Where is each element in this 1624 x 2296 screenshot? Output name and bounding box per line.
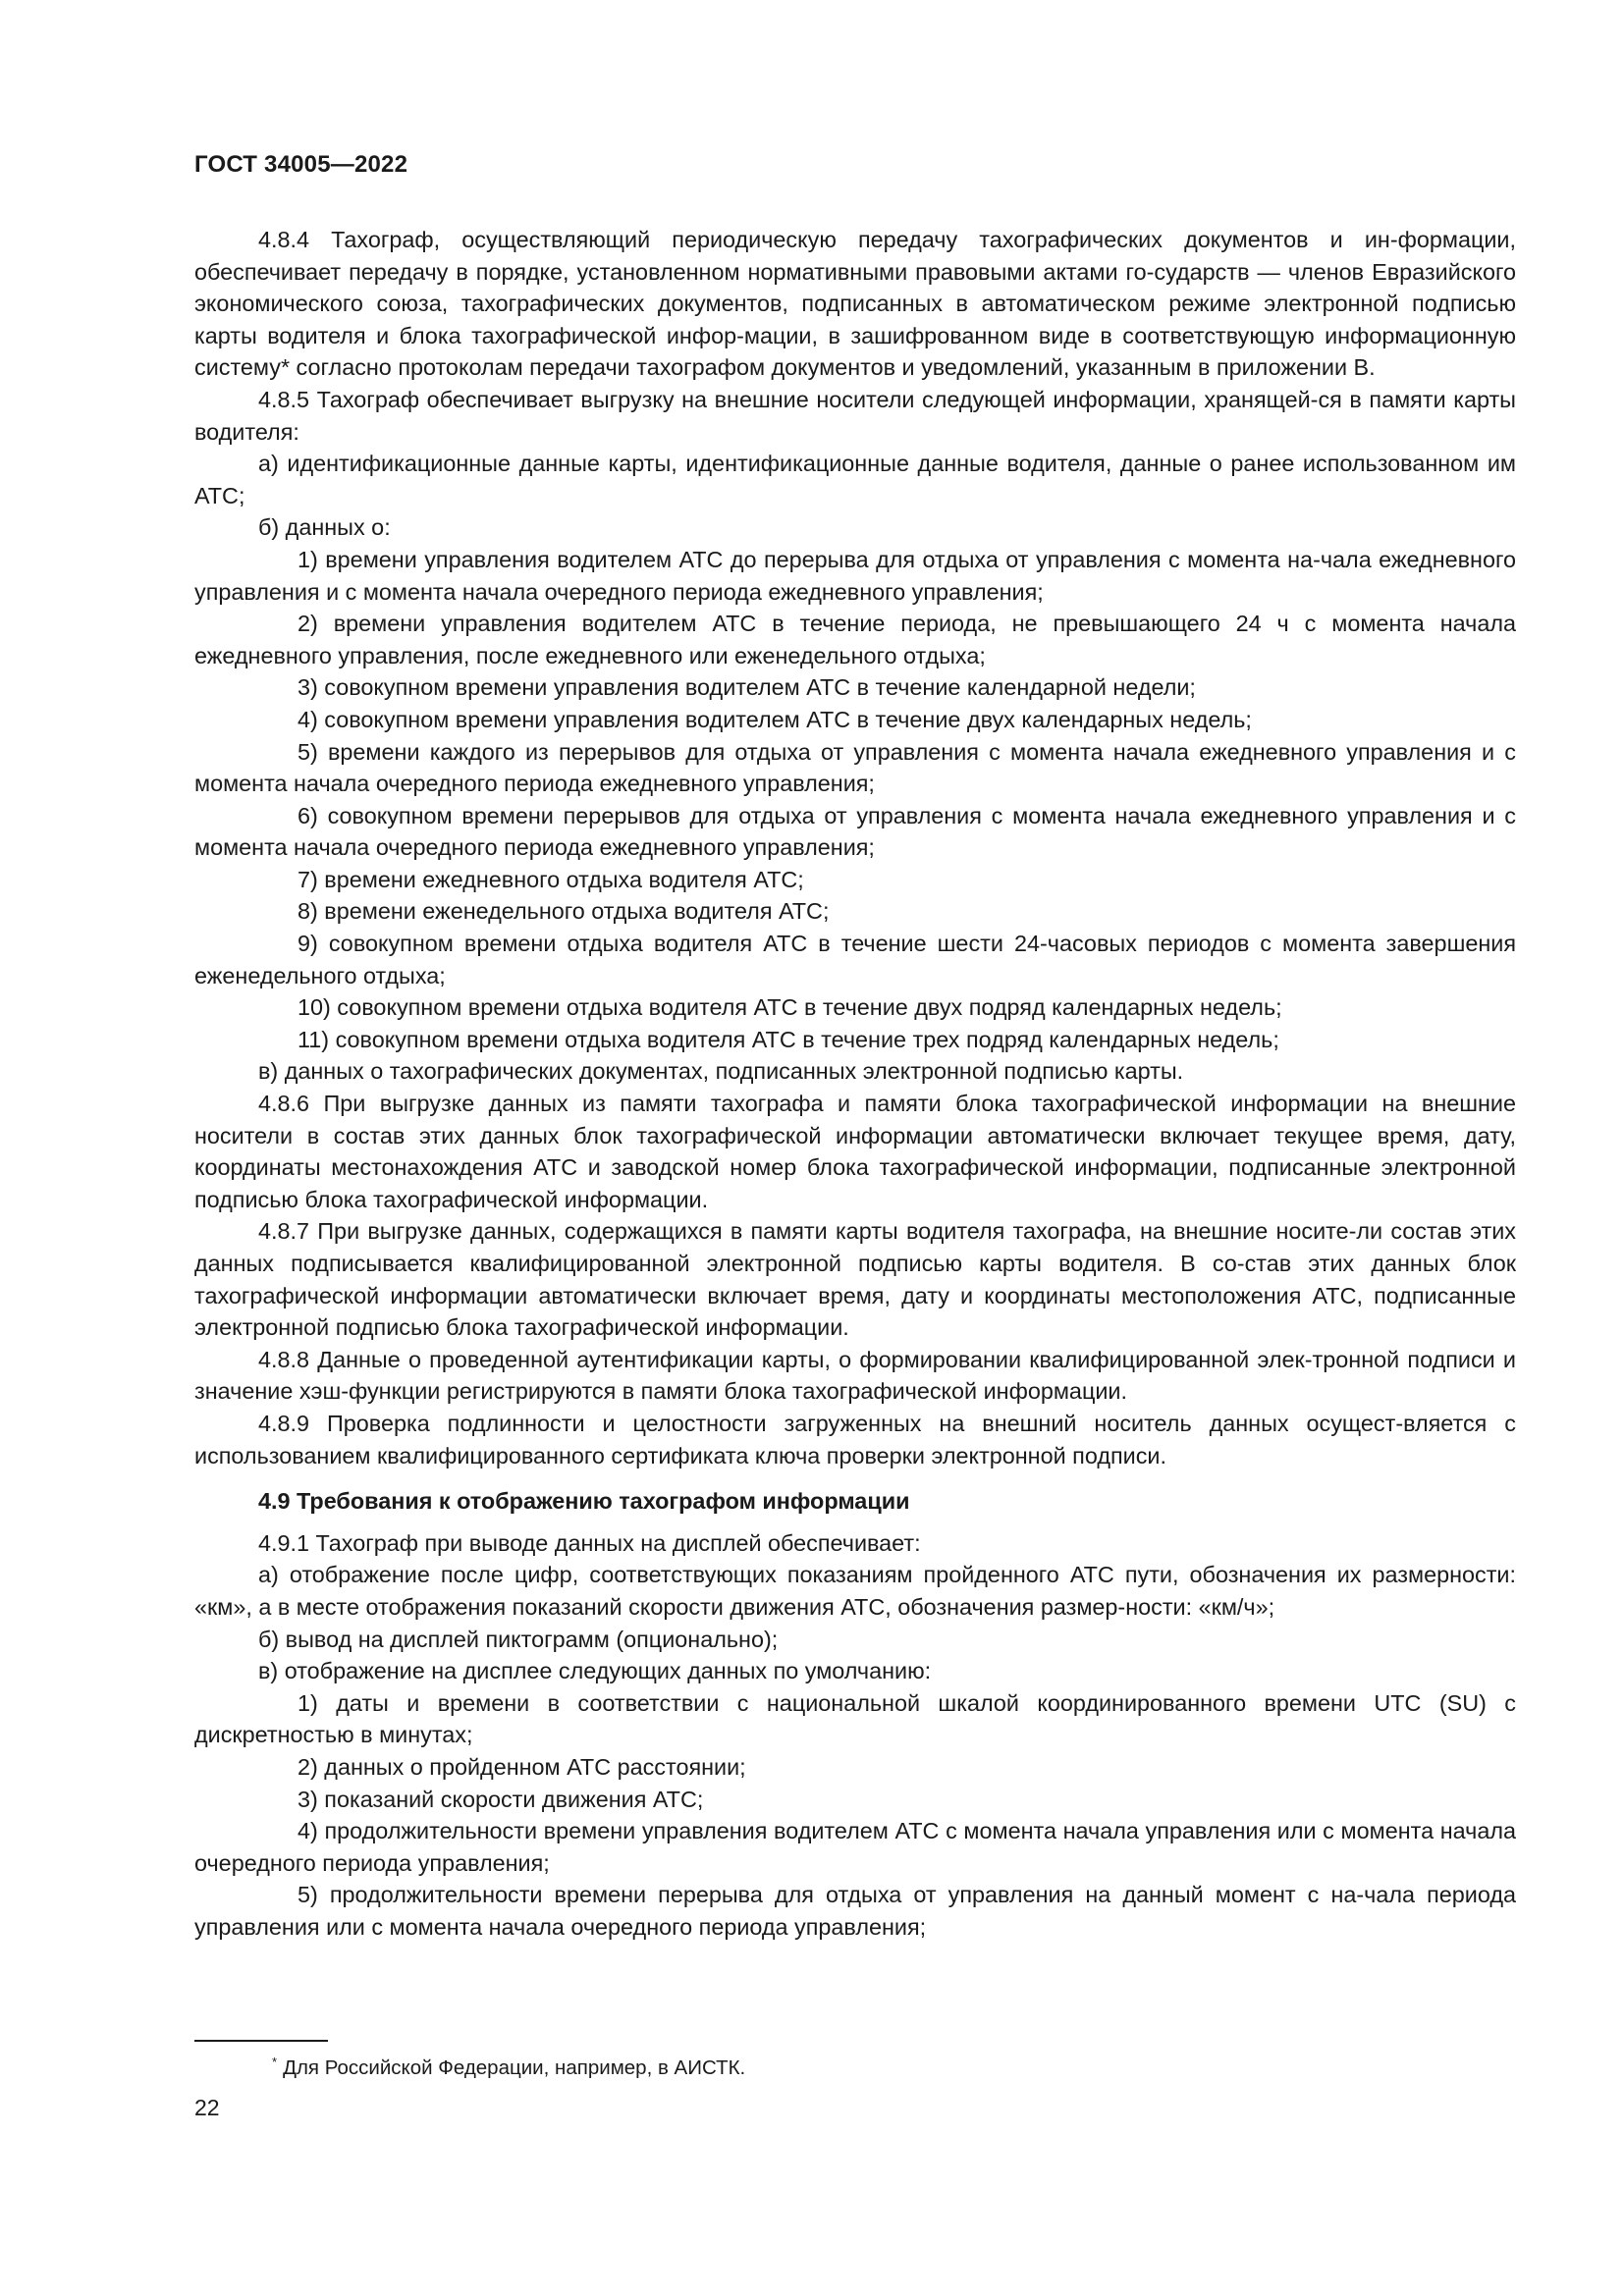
footnote [272, 2048, 745, 2083]
footnote-separator [194, 2040, 328, 2042]
paragraph: 4.8.4 Тахограф, осуществляющий периодическую передачу тахографических документов и ин-формации, обеспечивает передачу в порядке, установленном нормативными правовыми актами го-сударств — членов Евразийского экономического союза, тахографических документов, подписанных в автоматическом режиме электронной подписью карты водителя и блока тахографической инфор-мации, в зашифрованном виде в соответствующую информационную систему* согласно протоколам передачи тахографом документов и уведомлений, указанным в приложении В. [194, 227, 1516, 381]
footnote-text: Для Российской Федерации, например, в АИСТК. [283, 2056, 746, 2079]
paragraph: 4.8.9 Проверка подлинности и целостности загруженных на внешний носитель данных осущест-вляется с использованием квалифицированного сертификата ключа проверки электронной подписи. [194, 1410, 1516, 1468]
paragraph: а) идентификационные данные карты, идентификационные данные водителя, данные о ранее использованном им АТС; [194, 451, 1516, 508]
paragraph: 10) совокупном времени отдыха водителя АТС в течение двух подряд календарных недель; [298, 994, 1282, 1021]
paragraph: 1) даты и времени в соответствии с национальной шкалой координированного времени UTC (SU) с дискретностью в минутах; [194, 1689, 1516, 1748]
page-number: 22 [194, 2095, 220, 2120]
paragraph: 5) времени каждого из перерывов для отдыха от управления с момента начала ежедневного управления и с момента начала очередного периода ежедневного управления; [194, 738, 1516, 797]
paragraph: 3) показаний скорости движения АТС; [298, 1786, 704, 1812]
paragraph: 11) совокупном времени отдыха водителя АТС в течение трех подряд календарных недель; [298, 1026, 1279, 1052]
paragraph: 4.8.8 Данные о проведенной аутентификации карты, о формировании квалифицированной элек-тронной подписи и значение хэш-функции регистрируются в памяти блока тахографической информации. [194, 1346, 1516, 1405]
paragraph: 4) продолжительности времени управления водителем АТС с момента начала управления или с момента начала очередного периода управления; [194, 1818, 1516, 1876]
paragraph: 3) совокупном времени управления водителем АТС в течение календарной недели; [298, 674, 1196, 701]
paragraph: 9) совокупном времени отдыха водителя АТС в течение шести 24-часовых периодов с момента завершения еженедельного отдыха; [194, 931, 1516, 988]
paragraph: 1) времени управления водителем АТС до перерыва для отдыха от управления с момента на-чала ежедневного управления и с момента начала очередного периода ежедневного управления; [194, 546, 1516, 605]
paragraph: а) отображение после цифр, соответствующих показаниям пройденного АТС пути, обозначения их размерности: «км», а в месте отображения показаний скорости движения АТС, обозначения размер-ности: «км/ч»; [194, 1562, 1516, 1620]
paragraph: 5) продолжительности времени перерыва для отдыха от управления на данный момент с на-чала периода управления или с момента начала очередного периода управления; [194, 1882, 1516, 1940]
document-body [194, 224, 1516, 1943]
paragraph: 4.8.5 Тахограф обеспечивает выгрузку на внешние носители следующей информации, хранящей-ся в памяти карты водителя: [194, 386, 1516, 445]
paragraph: 7) времени ежедневного отдыха водителя АТС; [298, 866, 804, 892]
document-header: ГОСТ 34005—2022 [194, 151, 408, 178]
paragraph: 4.8.6 При выгрузке данных из памяти тахографа и памяти блока тахографической информации на внешние носители в состав этих данных блок тахографической информации автоматически включает текущее время, дату, координаты местонахождения АТС и заводской номер блока тахографической информации, подписанные электронной подписью блока тахографической информации. [194, 1091, 1516, 1212]
paragraph: б) вывод на дисплей пиктограмм (опционально); [258, 1626, 779, 1652]
paragraph: 2) времени управления водителем АТС в течение периода, не превышающего 24 ч с момента начала ежедневного управления, после ежедневного или еженедельного отдыха; [194, 611, 1516, 668]
paragraph: в) отображение на дисплее следующих данных по умолчанию: [258, 1658, 932, 1684]
paragraph: 8) времени еженедельного отдыха водителя АТС; [298, 898, 830, 925]
footnote-mark: * [272, 2055, 278, 2069]
paragraph: б) данных о: [258, 514, 391, 541]
paragraph: 4.8.7 При выгрузке данных, содержащихся в памяти карты водителя тахографа, на внешние носите-ли состав этих данных подписывается квалифицированной электронной подписью карты водителя. В со-став этих данных блок тахографической информации автоматически включает время, дату и координаты местоположения АТС, подписанные электронной подписью блока тахографической информации. [194, 1218, 1516, 1341]
paragraph: в) данных о тахографических документах, подписанных электронной подписью карты. [258, 1058, 1184, 1085]
paragraph: 4) совокупном времени управления водителем АТС в течение двух календарных недель; [298, 706, 1252, 732]
paragraph: 4.9.1 Тахограф при выводе данных на дисплей обеспечивает: [258, 1529, 921, 1556]
paragraph: 6) совокупном времени перерывов для отдыха от управления с момента начала ежедневного управления и с момента начала очередного периода ежедневного управления; [194, 802, 1516, 861]
paragraph: 2) данных о пройденном АТС расстоянии; [298, 1753, 746, 1780]
section-heading: 4.9 Требования к отображению тахографом информации [258, 1488, 910, 1515]
